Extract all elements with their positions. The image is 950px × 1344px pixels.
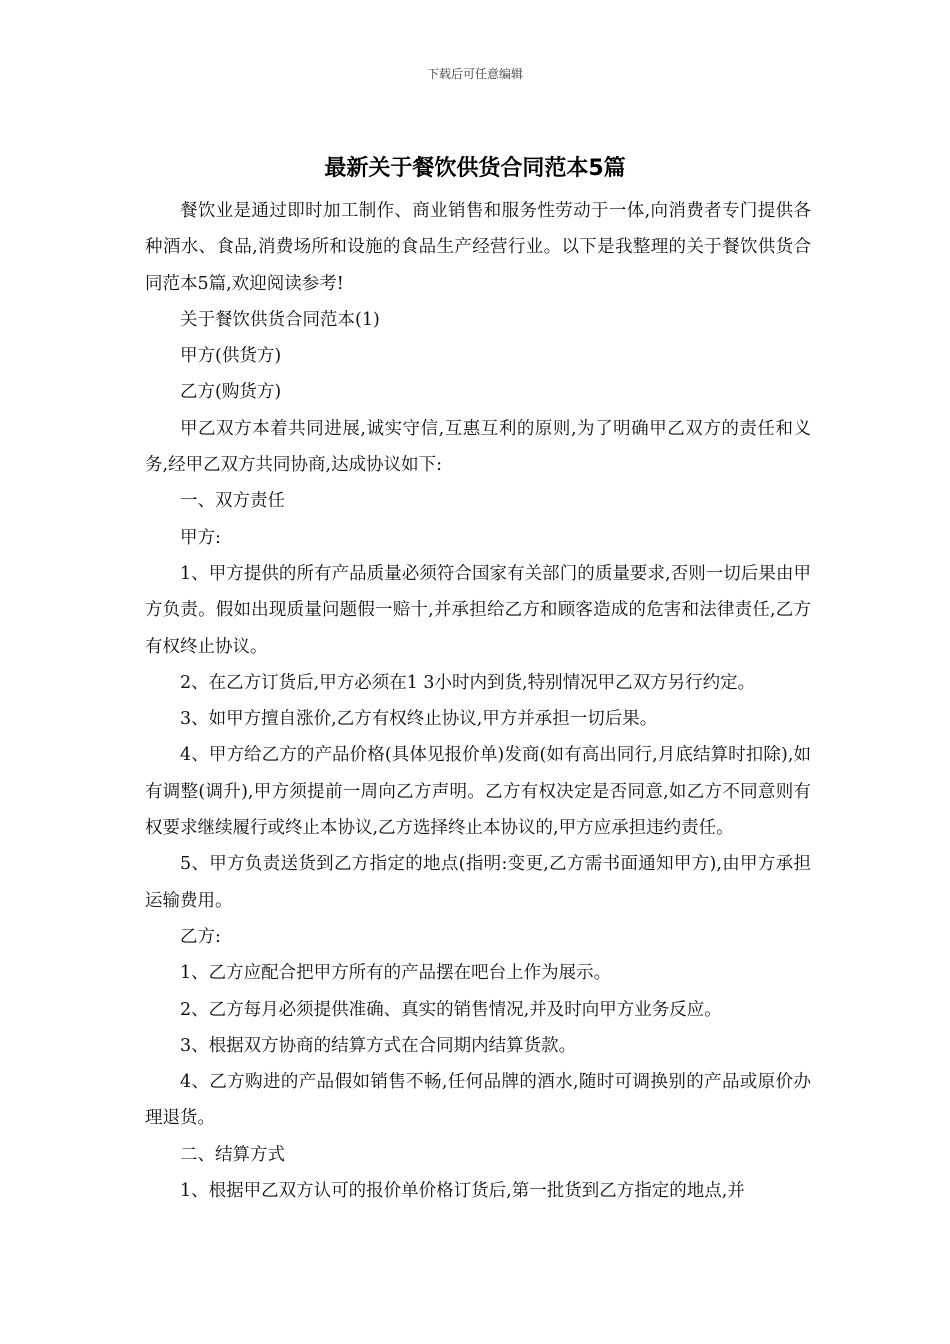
section-heading-settlement: 二、结算方式: [180, 1144, 285, 1165]
party-b-clause-3: 3、根据双方协商的结算方式在合同期内结算货款。: [180, 1035, 577, 1056]
document-title: 最新关于餐饮供货合同范本5篇: [324, 156, 626, 181]
section-heading-responsibilities: 一、双方责任: [180, 491, 285, 512]
settlement-clause-1: 1、根据甲乙双方认可的报价单价格订货后,第一批货到乙方指定的地点,并: [180, 1181, 745, 1202]
party-b-clause-2: 2、乙方每月必须提供准确、真实的销售情况,并及时向甲方业务反应。: [180, 999, 722, 1020]
party-a-clause-3: 3、如甲方擅自涨价,乙方有权终止协议,甲方并承担一切后果。: [180, 709, 658, 730]
header-note: 下载后可任意编辑: [426, 67, 523, 81]
party-b-heading: 乙方:: [180, 926, 221, 947]
party-a-line: 甲方(供货方): [180, 346, 282, 367]
party-a-clause-1: 1、甲方提供的所有产品质量必须符合国家有关部门的质量要求,否则一切后果由甲方负责。假如出现质量问题假一赔十,并承担给乙方和顾客造成的危害和法律责任,乙方有权终止协议。: [145, 563, 811, 657]
intro-paragraph: 餐饮业是通过即时加工制作、商业销售和服务性劳动于一体,向消费者专门提供各种酒水、食品,消费场所和设施的食品生产经营行业。以下是我整理的关于餐饮供货合同范本5篇,欢迎阅读参考!: [145, 201, 811, 294]
party-b-line: 乙方(购货方): [180, 382, 282, 403]
party-a-heading: 甲方:: [180, 527, 221, 548]
party-a-clause-2: 2、在乙方订货后,甲方必须在1 3小时内到货,特别情况甲乙双方另行约定。: [180, 672, 756, 693]
preamble-paragraph: 甲乙双方本着共同进展,诚实守信,互惠互利的原则,为了明确甲乙双方的责任和义务,经甲乙双方共同协商,达成协议如下:: [145, 418, 811, 476]
section-heading-contract-1: 关于餐饮供货合同范本(1): [180, 309, 380, 330]
document-body: [145, 193, 811, 1209]
party-b-clause-4: 4、乙方购进的产品假如销售不畅,任何品牌的酒水,随时可调换别的产品或原价办理退货。: [145, 1072, 811, 1129]
party-b-clause-1: 1、乙方应配合把甲方所有的产品摆在吧台上作为展示。: [180, 963, 612, 984]
party-a-clause-5: 5、甲方负责送货到乙方指定的地点(指明:变更,乙方需书面通知甲方),由甲方承担运输费用。: [145, 854, 811, 911]
party-a-clause-4: 4、甲方给乙方的产品价格(具体见报价单)发商(如有高出同行,月底结算时扣除),如有调整(调升),甲方须提前一周向乙方声明。乙方有权决定是否同意,如乙方不同意则有权要求继续履行或终止本协议,乙方选择终止本协议的,甲方应承担违约责任。: [145, 745, 811, 839]
